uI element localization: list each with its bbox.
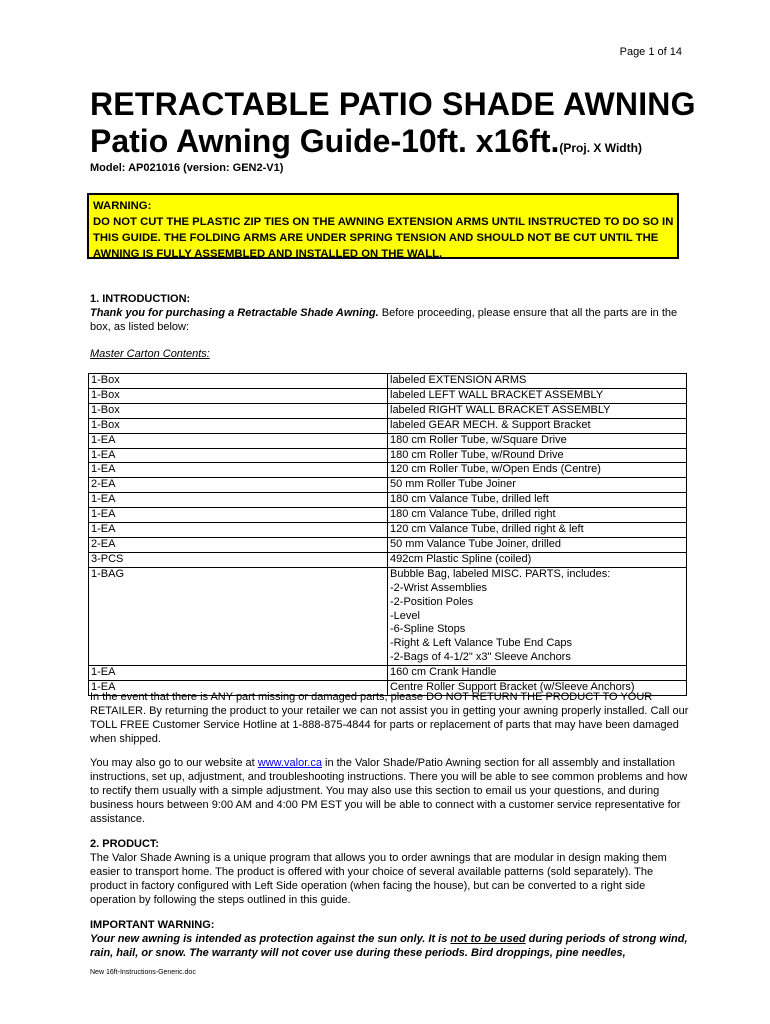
- warning-text: DO NOT CUT THE PLASTIC ZIP TIES ON THE AWNING EXTENSION ARMS UNTIL INSTRUCTED TO DO SO IN THIS GUIDE. THE FOLDING ARMS ARE UNDER SPRING TENSION AND SHOULD NOT BE CUT UNTIL THE AWNING IS FULLY ASSEMBLED AND INSTALLED ON THE WALL.: [93, 216, 674, 260]
- description-cell: labeled RIGHT WALL BRACKET ASSEMBLY: [388, 403, 687, 418]
- important-warning-underlined: not to be used: [450, 933, 526, 945]
- website-text-before: You may also go to our website at: [90, 757, 258, 769]
- important-warning-part2: during periods of strong wind, rain, hail, or snow. The warranty will not cover use during these periods. Bird droppings, pine needles,: [90, 933, 688, 959]
- website-link[interactable]: www.valor.ca: [257, 757, 322, 769]
- introduction-rest: Before proceeding, please ensure that all the parts are in the box, as listed below:: [90, 307, 678, 333]
- important-warning-part1: Your new awning is intended as protection against the sun only. It is: [90, 933, 451, 945]
- qty-cell: 1-EA: [89, 493, 388, 508]
- footer-filename: New 16ft-Instructions-Generic.doc: [90, 969, 196, 976]
- subtitle-dimension-note: (Proj. X Width): [559, 141, 642, 155]
- carton-contents-label: Master Carton Contents:: [90, 348, 210, 360]
- description-cell: 120 cm Roller Tube, w/Open Ends (Centre): [388, 463, 687, 478]
- table-row: [89, 433, 687, 448]
- important-warning-text: [90, 932, 690, 960]
- introduction-text: [90, 306, 690, 334]
- qty-cell: 2-EA: [89, 478, 388, 493]
- table-row: [89, 666, 687, 681]
- description-cell: labeled GEAR MECH. & Support Bracket: [388, 418, 687, 433]
- description-cell: 160 cm Crank Handle: [388, 666, 687, 681]
- qty-cell: 1-EA: [89, 666, 388, 681]
- page-number: Page 1 of 14: [619, 46, 682, 58]
- table-row: [89, 448, 687, 463]
- qty-cell: 1-Box: [89, 374, 388, 389]
- product-text: The Valor Shade Awning is a unique program that allows you to order awnings that are modular in design making them easier to transport home. The product is offered with your choice of several available patterns (sold separately). The product in factory configured with Left Side operation (when facing the house), but can be converted to a right side operation by following the steps outlined in this guide.: [90, 852, 667, 906]
- table-row: [89, 508, 687, 523]
- product-section: [90, 837, 690, 907]
- qty-cell: 2-EA: [89, 537, 388, 552]
- description-cell: 180 cm Roller Tube, w/Round Drive: [388, 448, 687, 463]
- qty-cell: 3-PCS: [89, 552, 388, 567]
- description-cell: 180 cm Valance Tube, drilled left: [388, 493, 687, 508]
- description-cell: 180 cm Valance Tube, drilled right: [388, 508, 687, 523]
- important-warning-heading: IMPORTANT WARNING:: [90, 919, 215, 931]
- missing-parts-paragraph: In the event that there is ANY part missing or damaged parts, please DO NOT RETURN THE PRODUCT TO YOUR RETAILER. By returning the product to your retailer we can not assist you in getting your awning properly installed. Call our TOLL FREE Customer Service Hotline at 1-888-875-4844 for parts or replacement of parts that may have been damaged when shipped.: [90, 691, 689, 745]
- product-heading: 2. PRODUCT:: [90, 838, 160, 850]
- description-cell: labeled LEFT WALL BRACKET ASSEMBLY: [388, 388, 687, 403]
- description-cell: Centre Roller Support Bracket (w/Sleeve Anchors): [388, 681, 687, 696]
- table-row: [89, 388, 687, 403]
- description-cell: labeled EXTENSION ARMS: [388, 374, 687, 389]
- important-warning-section: [90, 918, 690, 960]
- description-cell: 50 mm Valance Tube Joiner, drilled: [388, 537, 687, 552]
- description-cell: 120 cm Valance Tube, drilled right & left: [388, 523, 687, 538]
- warning-box: [87, 193, 679, 259]
- table-row: [89, 567, 687, 665]
- table-row: [89, 537, 687, 552]
- table-row: [89, 478, 687, 493]
- qty-cell: 1-EA: [89, 448, 388, 463]
- subtitle-main: Patio Awning Guide-10ft. x16ft.: [90, 123, 560, 159]
- table-row: [89, 552, 687, 567]
- table-row: [89, 493, 687, 508]
- qty-cell: 1-Box: [89, 418, 388, 433]
- qty-cell: 1-EA: [89, 523, 388, 538]
- qty-cell: 1-Box: [89, 403, 388, 418]
- table-row: [89, 403, 687, 418]
- description-cell: 50 mm Roller Tube Joiner: [388, 478, 687, 493]
- warning-heading: WARNING:: [93, 200, 152, 212]
- description-cell: 492cm Plastic Spline (coiled): [388, 552, 687, 567]
- table-row: [89, 374, 687, 389]
- table-row: [89, 523, 687, 538]
- introduction-section: [90, 292, 690, 361]
- document-subtitle: [90, 123, 642, 160]
- website-text-after: in the Valor Shade/Patio Awning section for all assembly and installation instructions, set up, adjustment, and troubleshooting instructions. There you will be able to see common problems and how to rectify them usually with a simple adjustment. You may also use this section to email us your questions, and during business hours between 9:00 AM and 4:00 PM EST you will be able to connect with a customer service representative for assistance.: [90, 757, 688, 825]
- qty-cell: 1-EA: [89, 508, 388, 523]
- parts-table: [88, 373, 687, 696]
- description-cell: Bubble Bag, labeled MISC. PARTS, includes: -2-Wrist Assemblies -2-Position Poles -Level -6-Spline Stops -Right & Left Valance Tube End Caps -2-Bags of 4-1/2" x3" Sleeve Anchors: [388, 567, 687, 665]
- introduction-lead: Thank you for purchasing a Retractable Shade Awning.: [90, 307, 379, 319]
- qty-cell: 1-BAG: [89, 567, 388, 665]
- qty-cell: 1-EA: [89, 463, 388, 478]
- qty-cell: 1-EA: [89, 433, 388, 448]
- table-row: [89, 418, 687, 433]
- document-title: RETRACTABLE PATIO SHADE AWNING: [90, 86, 696, 122]
- model-number: Model: AP021016 (version: GEN2-V1): [90, 162, 284, 174]
- introduction-heading: 1. INTRODUCTION:: [90, 293, 191, 305]
- description-cell: 180 cm Roller Tube, w/Square Drive: [388, 433, 687, 448]
- qty-cell: 1-EA: [89, 681, 388, 696]
- table-row: [89, 463, 687, 478]
- qty-cell: 1-Box: [89, 388, 388, 403]
- website-paragraph: [90, 756, 690, 826]
